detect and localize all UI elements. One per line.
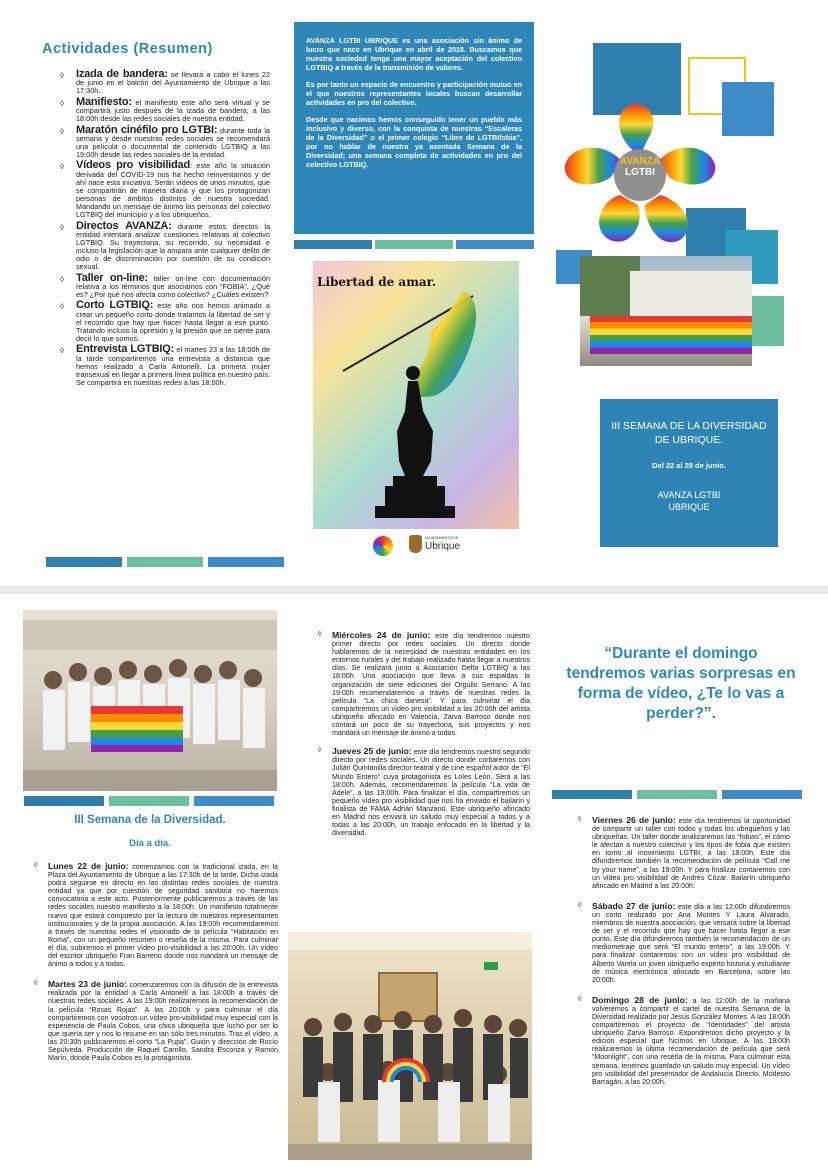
group-photo-2 bbox=[288, 932, 532, 1160]
days-middle-column bbox=[318, 631, 530, 847]
intro-paragraph: Desde que nacimos hemos conseguido tener un pueblo más inclusivo y diverso, con la conquista de nuestras “Escaleras de la Diversidad” o el primer colegio “Libre de LGTBIfobia”, por no hablar de nuestra ya asentada Semana de la Diversidad; una semana completa de actividades en pro del colectivo LGTBIQ. bbox=[306, 115, 522, 169]
activity-text: el martes 23 a las 18:00h de la tarde compartiremos una entrevista a distancia que hemos realizado a Carla Antonelli. La primera mujer transexual en llegar a primera línea política en nuestro país. Se compartirá en nuestras redes a las 18:00h. bbox=[76, 345, 270, 387]
statue-flag-illustration bbox=[313, 261, 519, 529]
activity-label: Izada de bandera: bbox=[76, 68, 168, 80]
avanza-mini-logo-icon bbox=[373, 536, 393, 556]
rainbow-stairs bbox=[590, 316, 752, 354]
day-label: Viernes 26 de junio: bbox=[592, 815, 676, 825]
activity-item bbox=[60, 161, 270, 219]
day-entry bbox=[578, 902, 790, 984]
people-silhouettes-2 bbox=[288, 932, 532, 1160]
day-text: a las 12:00h de la mañana volveremos a compartir el cartel de nuestra Semana de la Diversidad realizado por Jesús González Montes. A las 18:00h compartiremos el proyecto de “Identidades” del artista ubriqueño Zarva Barroso. Expondremos dicho proyecto y la edición especial que hicimos en Ubrique. A las 19:00h realizaremos la última recomendación de película que será “Moonlight”, con una reseña de la misma. Para culminar esta semana, tenemos guardado un saludo muy especial. Un vídeo pro visibilidad del presentador de Andalucía Directo, Modesto Barragán, a las 20:00h. bbox=[592, 996, 790, 1086]
diamond-bullet-icon: ◊ bbox=[60, 71, 64, 80]
day-label: Martes 23 de junio: bbox=[48, 979, 128, 990]
day-text: este día a las 12:00h difundiremos un corto realizado por Ana Montes Y Laura Alvarado, miembros de nuestra asociación, que versará sobre la libertad de ser y el recorrido que hay que hacer hasta llegar a ese punto. Este día difundiremos también la recomendación de un mediometraje que será “El mundo entero”, a las 19:00h. Y para finalizar contaremos con un vídeo pro visibilidad de Alberto Varela un joven ubriqueño experto historia y estudiante de música electrónica afincado en Barcelona, sobre las 20:00h. bbox=[592, 902, 790, 984]
decor-bar bbox=[24, 796, 104, 806]
day-label: Sábado 27 de junio: bbox=[592, 900, 676, 911]
activity-text: el manifiesto este año será virtual y se compartirá justo después de la izada de bandera, a las 18:00h desde las redes sociales de nuestra entidad. bbox=[76, 97, 270, 123]
diamond-bullet-icon: ◊ bbox=[60, 126, 64, 136]
day-entry bbox=[578, 996, 790, 1086]
decor-bar bbox=[46, 557, 122, 567]
days-right-column bbox=[578, 816, 790, 1098]
ubrique-shield-icon bbox=[409, 535, 422, 553]
diamond-bullet-icon: ◊ bbox=[60, 274, 64, 284]
day-text: este día tendremos nuestro segundo directo por redes sociales. Un directo donde contaremos con Julián Quintanilla director teatral y de cine español autor de “El Mundo Entero” cuya protagonista es Loles León. Será a las 18:00h. Además, recomendaremos la película “La vida de Adele”, a las 19:00h. Para finalizar el día, compartiremos un pequeño vídeo pro visibilidad que nos ha enviado el bailarín y finalista de FAMA Adrián Manzano. Este ubriqueño afincado en Madrid nos enviará un saludo muy especial a todos y a todas a las 20:00h, un trabajo enfocado en la libertad y la diversidad. bbox=[332, 748, 530, 838]
activity-label: Directos AVANZA: bbox=[76, 219, 172, 232]
day-label: Lunes 22 de junio: bbox=[48, 861, 129, 871]
decor-bar bbox=[208, 557, 284, 567]
brochure-page-front bbox=[0, 0, 828, 586]
group-photo-1 bbox=[23, 610, 277, 791]
activity-label: Maratón cinéfilo pro LGTBI: bbox=[76, 123, 218, 136]
stairs-photo bbox=[580, 256, 752, 366]
diamond-bullet-icon: ◊ bbox=[34, 862, 38, 869]
days-left-column bbox=[34, 862, 278, 1074]
cover-box-content bbox=[598, 399, 780, 547]
day-label: Miércoles 24 de junio: bbox=[332, 630, 431, 640]
diamond-bullet-icon: ◊ bbox=[318, 631, 322, 638]
sponsor-name: Ubrique bbox=[425, 541, 461, 552]
decor-bar bbox=[375, 240, 453, 249]
people-silhouettes bbox=[23, 610, 277, 791]
day-text: comenzaremos con la difusión de la entrevista realizada por la entidad a Carla Antonelli a las 18:00h a través de nuestras redes sociales. A las 19:00h realizaremos la recomendación de la película “Rosas Rojas”. A las 20:00h y para culminar el día compartiremos con vosotros un vídeo pro-visibilidad muy especial con la experiencia de Paula Cobos, una chica ubriqueña que luchó por ser lo que quería ser y nos lo resume en tan sólo tres minutos. Tras el vídeo, a las 20:30h publicaremos el corto “La Pupa”. Guión y dirección de Rocío Sepúlveda. Producción de Raquel Carrillo, Sandra Escoriza y Ramón Marín, donde Paula Cobos es la protagonista. bbox=[48, 981, 278, 1063]
activity-text: se llevará a cabo el lunes 22 de junio en el balcón del Ayuntamiento de Ubrique a las 17:30h. bbox=[76, 70, 271, 96]
activity-text: este año nos hemos animado a crear un pequeño corto donde tratamos la libertad de ser y el recorrido que hay que hacer hasta llegar a ese punto. Tratando incluso la opresión y la presión que se siente para decir lo que somos. bbox=[76, 301, 270, 343]
activity-item bbox=[60, 219, 271, 272]
day-entry bbox=[34, 980, 278, 1062]
activity-item bbox=[60, 301, 270, 342]
diamond-bullet-icon: ◊ bbox=[60, 222, 64, 232]
logo-lgtbi-text: LGTBI bbox=[625, 167, 655, 178]
activity-item bbox=[60, 345, 270, 386]
activity-label: Vídeos pro visibilidad bbox=[76, 159, 190, 172]
day-entry bbox=[34, 862, 278, 968]
activity-item bbox=[60, 271, 270, 299]
diamond-bullet-icon: ◊ bbox=[60, 302, 64, 312]
decor-bar bbox=[294, 240, 372, 249]
cover-org-line2: UBRIQUE bbox=[668, 502, 710, 512]
building-shape bbox=[630, 271, 752, 316]
diamond-bullet-icon: ◊ bbox=[578, 816, 582, 823]
cover-dates: Del 22 al 28 de junio. bbox=[652, 461, 726, 470]
activity-item bbox=[60, 70, 270, 95]
decor-bar bbox=[127, 557, 203, 567]
activity-item bbox=[60, 95, 270, 123]
activities-title: Actividades (Resumen) bbox=[42, 41, 213, 57]
activity-text: : este año la situación derivada del COVID-19 nos ha hecho reinventarnos y de ahí nace esta iniciativa. Serán vídeos de unos minutos, que se compartirán de manera diaria y que los protagonizan personas de ámbitos distintos de nuestra sociedad. Mandando un mensaje de ánimo las personas del colectivo LGTBIQ del municipio y a los ubriqueños. bbox=[76, 161, 270, 219]
activity-label: Manifiesto: bbox=[76, 95, 132, 108]
poster-caption: Libertad de amar. bbox=[317, 275, 437, 289]
day-text: este día tendremos la oportunidad de compartir un taller con todos y todas los ubriqueños y las ubriqueñas. Un taller donde analizaremos las “fobias”, el cómo le afectan a nuestro colectivo y los tipos de fobia que existen en torno al movimiento LGTBI, a las 18:00h. Este día difundiremos también la recomendación de película “Call me by your name”, a las 19:00h. Y para finalizar contaremos con un vídeo pro visibilidad de Andrés Cózar. Bailarín ubriqueño afincado en Madrid a las 20:00h. bbox=[592, 817, 790, 890]
activity-text: durante estos directos la entidad intentará analizar cuestiones relativas al colectivo LGTBIQ. Su trayectoria, su recorrido, su necesidad e incluso la legislación que la ampara ante cualquier delito de odio o de discriminación por cuestión de su condición sexual. bbox=[76, 221, 271, 272]
activity-label: Corto LGTBIQ: bbox=[76, 299, 154, 312]
diamond-bullet-icon: ◊ bbox=[34, 980, 38, 988]
brochure-page-back bbox=[0, 594, 828, 1173]
diamond-bullet-icon: ◊ bbox=[578, 995, 582, 1003]
diamond-bullet-icon: ◊ bbox=[578, 901, 582, 909]
day-label: Jueves 25 de junio: bbox=[332, 746, 412, 757]
activity-text: taller on-line con documentación relativa a los términos que asociamos con “FOBIA”. ¿Qué es? ¿Por qué nos afecta como colectivo? ¿Cuáles existen? bbox=[76, 273, 270, 299]
decor-bar bbox=[637, 790, 717, 799]
day-entry bbox=[318, 631, 530, 737]
decor-bar bbox=[722, 790, 802, 799]
diamond-bullet-icon: ◊ bbox=[60, 346, 64, 356]
cover-title: III SEMANA DE LA DIVERSIDAD DE UBRIQUE. bbox=[611, 420, 767, 446]
logo-avanza-text: AVANZA bbox=[619, 156, 661, 167]
diamond-bullet-icon: ◊ bbox=[318, 747, 322, 755]
intro-box bbox=[294, 22, 534, 234]
decor-bar bbox=[456, 240, 534, 249]
sponsor-small-text: AYUNTAMIENTO DE bbox=[425, 536, 459, 540]
decor-bar bbox=[552, 790, 632, 799]
day-label: Domingo 28 de junio: bbox=[592, 994, 688, 1005]
intro-paragraph: Es por tanto un espacio de encuentro y participación mutuo en el que nuestros representantes locales buscan desarrollar actividades en pro del colectivo. bbox=[306, 80, 522, 107]
day-entry bbox=[318, 747, 530, 837]
section-title: III Semana de la Diversidad. bbox=[74, 814, 226, 826]
activity-item bbox=[60, 123, 270, 159]
section-subtitle: Día a día. bbox=[129, 838, 171, 849]
activity-label: Taller on-line: bbox=[76, 271, 149, 284]
diamond-bullet-icon: ◊ bbox=[60, 162, 64, 172]
activities-list bbox=[60, 70, 270, 389]
day-entry bbox=[578, 816, 790, 890]
day-text: comenzamos con la tradicional izada, en la Plaza del Ayuntamiento de Ubrique a las 17:30h de la tarde. Dicha izada podrá seguirse en directo en las distintas redes sociales de nuestra entidad ya que por cuestión de seguridad sanitaria no haremos convocatoria a este acto. Posteriormente publicaremos a través de las redes sociales nuestro manifiesto a la 18:00h. Un manifiesto totalmente nuevo que estará compuesto por la lectura de nuestros representantes institucionales y de la propia asociación. A las 19:00h recomendaremos a través de nuestras redes el visionado de la película “Habitación en Roma”, con un pequeño resumen o reseña de la misma. Para culminar el día, subiremos el primer vídeo pro-visibilidad a las 20:00h. Un vídeo del escritor ubriqueño Fran Barreno donde nos mandará un mensaje de ánimo a todos y a todas. bbox=[48, 863, 278, 969]
day-text: este día tendremos nuestro primer directo por redes sociales. Un directo donde hablaremos de la necesidad de nuestras entidades en los entornos rurales y del trabajo realizado hasta llegar a nuestros días. Se realizará junto a Asociación Delta LGTBIQ a las 18:00h. Una asociación que lleva a sus espaldas la organización de siete ediciones del Orgullo Serrano. A las 19:00h recomendaremos a través de nuestras redes la película “La chica danesa”. Y para culminar el día compartiremos un vídeo pro visibilidad a las 20:00h del artista ubriqueño afincado en Valencia, Zarva Barroso donde nos contará un poco de su trayectoria, sus proyectos y nos mandará un mensaje de ánimo a todos. bbox=[332, 632, 530, 738]
cover-org-line1: AVANZA LGTBI bbox=[657, 490, 721, 500]
decor-bar bbox=[109, 796, 189, 806]
decor-bar bbox=[194, 796, 274, 806]
activity-text: durante toda la semana y desde nuestras redes sociales se recomendará una película o documental de contenido LGTBIQ a las 19:00h desde las redes sociales de la entidad. bbox=[76, 125, 270, 159]
quote-text: “Durante el domingo tendremos varias sorpresas en forma de vídeo, ¿Te lo vas a perder?”. bbox=[566, 645, 796, 722]
intro-paragraph: AVANZA LGTBI UBRIQUE es una asociación sin ánimo de lucro que nace en Ubrique en abril de 2018. Buscamos que nuestra sociedad tenga una mayor aceptación del colectivo LGTBIQ a través de la transmisión de valores. bbox=[306, 36, 522, 72]
poster-image bbox=[313, 261, 519, 529]
diamond-bullet-icon: ◊ bbox=[60, 98, 64, 108]
activity-label: Entrevista LGTBIQ: bbox=[76, 343, 175, 356]
